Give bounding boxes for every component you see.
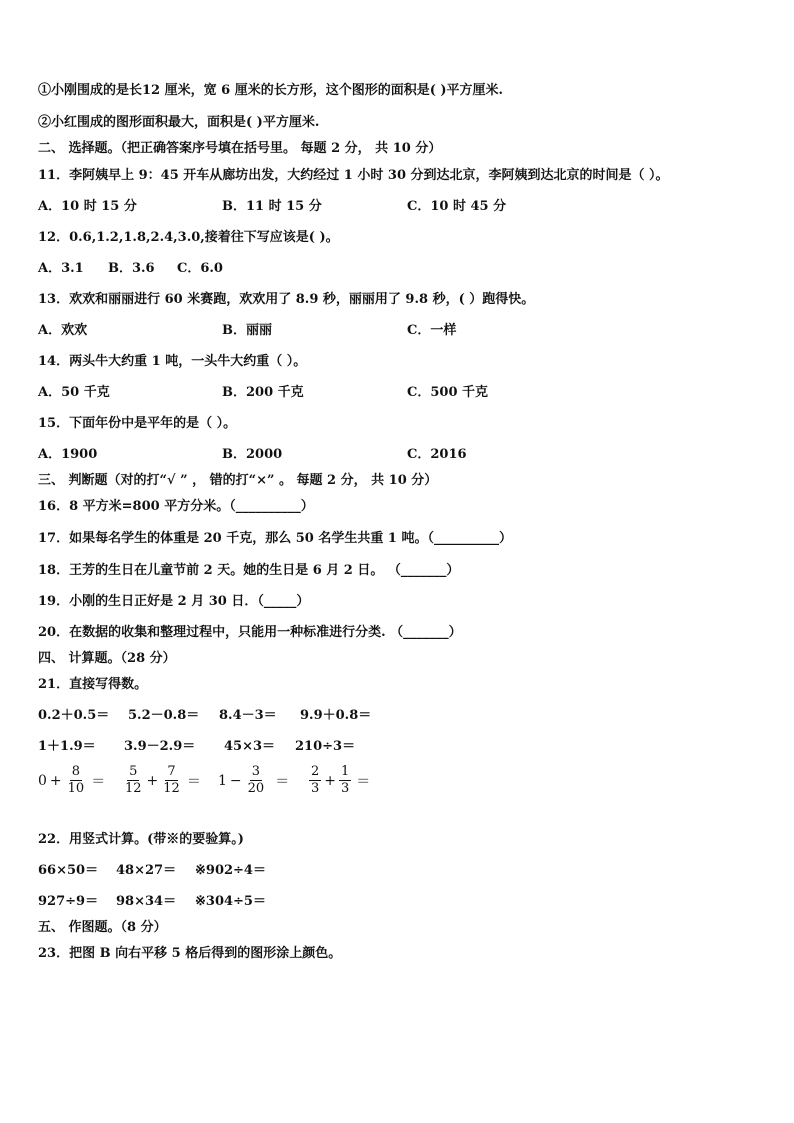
q11-option-b: B．11 时 15 分 xyxy=(222,199,322,214)
q11-option-a: A．10 时 15 分 xyxy=(38,199,137,214)
question-22: 22．用竖式计算。(带※的要验算。) xyxy=(38,832,244,847)
q15-option-a: A．1900 xyxy=(38,447,98,462)
frac-expr-1 xyxy=(38,764,105,797)
denominator: 10 xyxy=(67,781,85,796)
calc-r1-c2: 5.2－0.8＝ xyxy=(128,708,200,723)
numerator: 2 xyxy=(311,764,320,779)
numerator: 5 xyxy=(129,764,138,779)
denominator: 3 xyxy=(311,781,320,796)
calc-r2-c1: 1＋1.9＝ xyxy=(38,739,96,754)
denominator: 12 xyxy=(125,781,142,796)
question-10-part-2: ②小红围成的图形面积最大，面积是( )平方厘米. xyxy=(38,115,320,130)
frac-expr-4 xyxy=(308,764,370,797)
whole-number: 0 xyxy=(38,772,47,789)
vertical-calc-r1-c1: 66×50＝ xyxy=(38,863,99,878)
question-15: 15．下面年份中是平年的是（ ）。 xyxy=(38,416,237,431)
frac-expr-3 xyxy=(218,764,289,797)
q14-option-c: C．500 千克 xyxy=(407,385,489,400)
section-4-header: 四、 计算题。（28 分） xyxy=(38,651,176,666)
vertical-calc-r1-c3: ※902÷4＝ xyxy=(195,863,266,878)
fraction xyxy=(123,764,144,797)
q13-option-b: B．丽丽 xyxy=(222,323,272,338)
calc-r1-c3: 8.4－3＝ xyxy=(219,708,277,723)
question-10-part-1: ①小刚围成的是长12 厘米，宽 6 厘米的长方形，这个图形的面积是( )平方厘米. xyxy=(38,83,504,98)
numerator: 1 xyxy=(341,764,350,779)
vertical-calc-r2-c1: 927÷9＝ xyxy=(38,894,99,909)
fraction xyxy=(66,764,87,797)
fraction xyxy=(339,764,351,797)
denominator: 20 xyxy=(247,781,265,796)
whole-number: 1 xyxy=(218,772,227,789)
question-23: 23．把图 B 向右平移 5 格后得到的图形涂上颜色。 xyxy=(38,946,342,961)
numerator: 7 xyxy=(167,764,176,779)
q12-option-b: B．3.6 xyxy=(108,261,155,276)
fraction xyxy=(246,764,267,797)
fraction xyxy=(161,764,182,797)
q14-option-a: A．50 千克 xyxy=(38,385,110,400)
question-19: 19．小刚的生日正好是 2 月 30 日．（_____） xyxy=(38,594,310,609)
question-20: 20．在数据的收集和整理过程中，只能用一种标准进行分类. （_______） xyxy=(38,625,462,640)
vertical-calc-r2-c2: 98×34＝ xyxy=(116,894,177,909)
numerator: 3 xyxy=(251,764,261,779)
question-12: 12．0.6,1.2,1.8,2.4,3.0,接着往下写应该是( )。 xyxy=(38,230,339,245)
q15-option-b: B．2000 xyxy=(222,447,283,462)
calc-r1-c1: 0.2＋0.5＝ xyxy=(38,708,110,723)
calc-r1-c4: 9.9＋0.8＝ xyxy=(300,708,372,723)
equals-sign: ＝ xyxy=(186,773,201,790)
fraction xyxy=(309,764,321,797)
calc-r2-c3: 45×3＝ xyxy=(224,739,276,754)
q12-option-c: C．6.0 xyxy=(177,261,223,276)
question-21: 21．直接写得数。 xyxy=(38,677,148,692)
calc-r2-c4: 210÷3＝ xyxy=(295,739,356,754)
operator: + xyxy=(324,772,337,789)
q14-option-b: B．200 千克 xyxy=(222,385,304,400)
frac-expr-2 xyxy=(122,764,201,797)
question-11: 11．李阿姨早上 9：45 开车从廊坊出发，大约经过 1 小时 30 分到达北京，李阿姨到达北京的时间是（ ）。 xyxy=(38,168,669,183)
numerator: 8 xyxy=(71,764,81,779)
section-5-header: 五、 作图题。（8 分） xyxy=(38,920,167,935)
question-17: 17．如果每名学生的体重是 20 千克，那么 50 名学生共重 1 吨。（__________） xyxy=(38,531,512,546)
q12-option-a: A．3.1 xyxy=(38,261,84,276)
question-14: 14．两头牛大约重 1 吨，一头牛大约重（ ）。 xyxy=(38,354,307,369)
question-18: 18．王芳的生日在儿童节前 2 天。她的生日是 6 月 2 日。 （_______） xyxy=(38,563,460,578)
question-16: 16．8 平方米=800 平方分米。（__________） xyxy=(38,499,314,514)
section-3-header: 三、 判断题（对的打“√ ” ， 错的打“×” 。 每题 2 分， 共 10 分） xyxy=(38,473,438,488)
q15-option-c: C．2016 xyxy=(407,447,467,462)
q11-option-c: C．10 时 45 分 xyxy=(407,199,507,214)
denominator: 12 xyxy=(163,781,180,796)
operator: + xyxy=(49,772,62,789)
vertical-calc-r1-c2: 48×27＝ xyxy=(116,863,177,878)
denominator: 3 xyxy=(341,781,350,796)
vertical-calc-r2-c3: ※304÷5＝ xyxy=(195,894,266,909)
equals-sign: ＝ xyxy=(356,773,371,790)
q13-option-c: C．一样 xyxy=(407,323,457,338)
operator: − xyxy=(229,772,242,789)
question-13: 13．欢欢和丽丽进行 60 米赛跑，欢欢用了 8.9 秒，丽丽用了 9.8 秒，( ）跑得快。 xyxy=(38,292,535,307)
calc-r2-c2: 3.9－2.9＝ xyxy=(124,739,196,754)
equals-sign: ＝ xyxy=(275,773,290,790)
section-2-header: 二、 选择题。（把正确答案序号填在括号里。 每题 2 分， 共 10 分） xyxy=(38,141,442,156)
operator: + xyxy=(146,772,159,789)
equals-sign: ＝ xyxy=(91,773,106,790)
q13-option-a: A．欢欢 xyxy=(38,323,88,338)
